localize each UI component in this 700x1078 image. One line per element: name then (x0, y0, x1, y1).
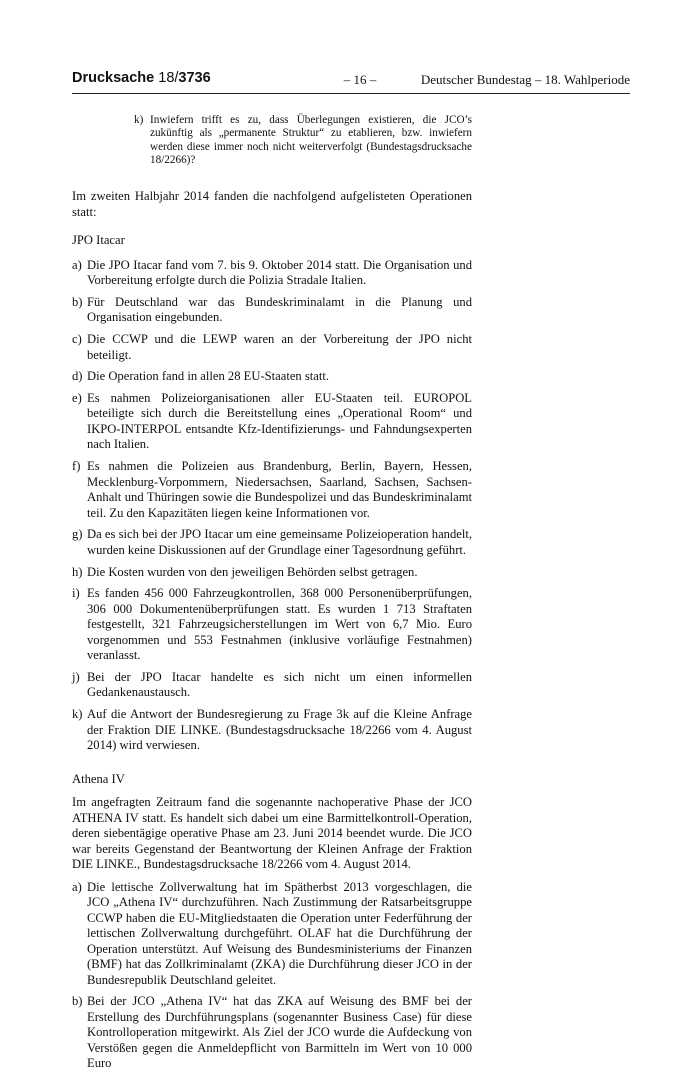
list-item: f) Es nahmen die Polizeien aus Brandenburg, Berlin, Bayern, Hessen, Mecklenburg-Vorpommern, Niedersachsen, Saarland, Sachsen, Sachsen-Anhalt und Thüringen sowie die Bundespolizei und das Bundeskriminalamt teil. Zu den Kapazitäten liegen keine Informationen vor. (72, 459, 472, 520)
list-item: h) Die Kosten wurden von den jeweiligen Behörden selbst getragen. (72, 564, 418, 579)
list-item: k) Auf die Antwort der Bundesregierung zu Frage 3k auf die Kleine Anfrage der Fraktion DIE LINKE. (Bundestagsdrucksache 18/2266 vom 4. August 2014) wird verwiesen. (72, 707, 472, 753)
document-number: Drucksache 18/3736 (72, 70, 211, 86)
parliament-label: Deutscher Bundestag – 18. Wahlperiode (420, 72, 630, 87)
list-item: j) Bei der JPO Itacar handelte es sich nicht um einen informellen Gedankenaustausch. (72, 669, 472, 700)
list-item: i) Es fanden 456 000 Fahrzeugkontrollen, 368 000 Personenüberprüfungen, 306 000 Dokumentenüberprüfungen statt. Es wurden 1 713 Straftaten festgestellt, 321 Fahrzeugsicherstellungen im Wert von 6,7 Mio. Euro vorgenommen und 553 Festnahmen (inklusive vorläufige Festnahmen) veranlasst. (72, 586, 472, 663)
section-heading-athena: Athena IV (72, 771, 125, 786)
intro-paragraph: Im zweiten Halbjahr 2014 fanden die nachfolgend aufgelisteten Operationen statt: (72, 189, 472, 219)
list-item: b) Bei der JCO „Athena IV“ hat das ZKA auf Weisung des BMF bei der Erstellung des Durchführungsplans (sogenannter Business Case) für diese Kontrolloperation mitgewirkt. Als Ziel der JCO wurde die Aufdeckung von Verstößen gegen die Anmeldepflicht von Barmitteln im Wert von 10 000 Euro (72, 994, 472, 1071)
header-rule (72, 93, 630, 94)
question-text: Inwiefern trifft es zu, dass Überlegungen existieren, die JCO’s zukünftig als „permanente Struktur“ zu etablieren, bzw. inwiefern werden diese immer noch nicht weiterverfolgt (Bundestagsdrucksache 18/2266)? (150, 114, 472, 166)
list-item: b) Für Deutschland war das Bundeskriminalamt in die Planung und Organisation eingebunden. (72, 294, 472, 325)
question-k (134, 114, 472, 167)
list-item: e) Es nahmen Polizeiorganisationen aller EU-Staaten teil. EUROPOL beteiligte sich durch die Bereitstellung eines „Operational Room“ und IKPO-INTERPOL entsandte Kfz-Identifizierungs- und Fahndungsexperten nach Italien. (72, 390, 472, 452)
page-header (72, 70, 630, 92)
section-heading-itacar: JPO Itacar (72, 233, 125, 248)
list-item: g) Da es sich bei der JPO Itacar um eine gemeinsame Polizeioperation handelt, wurden keine Diskussionen auf der Grundlage einer Tagesordnung geführt. (72, 527, 472, 557)
athena-intro-paragraph: Im angefragten Zeitraum fand die sogenannte nachoperative Phase der JCO ATHENA IV statt. Es handelt sich dabei um eine Barmittelkontroll-Operation, deren siebentägige operative Phase am 23. Juni 2014 beendet wurde. Die JCO war bereits Gegenstand der Beantwortung der Kleinen Anfrage der Fraktion DIE LINKE., Bundestagsdrucksache 18/2266 vom 4. August 2014. (72, 795, 472, 872)
page-number: – 16 – (343, 72, 377, 87)
list-item: a) Die JPO Itacar fand vom 7. bis 9. Oktober 2014 statt. Die Organisation und Vorbereitung erfolgte durch die Polizia Stradale Italien. (72, 257, 472, 288)
list-item: c) Die CCWP und die LEWP waren an der Vorbereitung der JPO nicht beteiligt. (72, 332, 472, 362)
athena-list (72, 880, 472, 1072)
itacar-list (72, 258, 472, 754)
list-item: d) Die Operation fand in allen 28 EU-Staaten statt. (72, 369, 330, 384)
question-label: k) (134, 114, 144, 126)
page-content (72, 114, 472, 1078)
list-item: a) Die lettische Zollverwaltung hat im Spätherbst 2013 vorgeschlagen, die JCO „Athena IV“ durchzuführen. Nach Zustimmung der Ratsarbeitsgruppe CCWP haben die EU-Mitgliedstaaten die Operation unter Federführung der lettischen Zollverwaltung durchgeführt. OLAF hat die Durchführung der Operation unterstützt. Auf Weisung des Bundesministeriums der Finanzen (BMF) hat das Zollkriminalamt (ZKA) die Durchführung dieser JCO in der Bundesrepublik Deutschland geleitet. (72, 879, 472, 987)
